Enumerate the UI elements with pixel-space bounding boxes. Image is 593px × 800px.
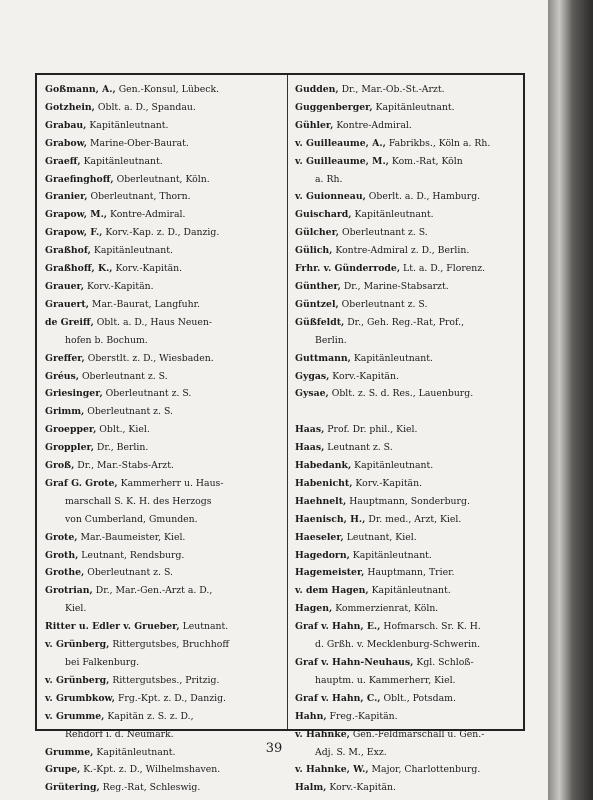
entry-details: Dr., Mar.-Stabs-Arzt. [74, 460, 174, 472]
register-entry [295, 708, 521, 726]
register-entry [45, 135, 283, 153]
entry-details: Gen.-Konsul, Lübeck. [115, 84, 220, 95]
entry-details: Oblt. a. D., Spandau. [94, 101, 196, 113]
entry-name: Gréus, [45, 370, 79, 382]
entry-name: Gysae, [295, 388, 329, 400]
register-entry [295, 779, 521, 797]
entry-details: Oberleutnant, Köln. [113, 173, 210, 185]
register-entry-continuation [45, 332, 283, 350]
register-entry [45, 368, 283, 386]
register-entry-continuation [45, 511, 283, 529]
entry-details: Oberleutnant z. S. [339, 227, 428, 239]
register-entry [45, 421, 283, 439]
entry-details: von Cumberland, Gmunden. [65, 513, 198, 525]
entry-name: Graf v. Hahn, E., [295, 621, 381, 633]
entry-details: Dr., Mar.-Gen.-Arzt a. D., [92, 585, 213, 597]
entry-details: Kapitänleutnant. [351, 460, 434, 472]
register-entry [45, 99, 283, 117]
entry-details: Korv.-Kapitän. [326, 782, 396, 794]
entry-name: Grimm, [45, 406, 85, 418]
entry-name: Güßfeldt, [295, 316, 345, 328]
entry-details: Kom.-Rat, Köln [388, 155, 463, 167]
entry-name: Guttmann, [295, 352, 351, 364]
register-entry [45, 171, 283, 189]
entry-details: Lt. a. D., Florenz. [400, 263, 486, 275]
register-entry [295, 314, 521, 332]
register-entry [45, 547, 283, 565]
entry-details: Kgl. Schloß- [413, 656, 474, 668]
entry-details: Kapitänleutnant. [86, 119, 169, 131]
entry-details: Leutnant, Kiel. [343, 531, 417, 543]
register-entry-continuation [295, 171, 521, 189]
entry-details: Marine-Ober-Baurat. [87, 137, 189, 149]
entry-details: Mar.-Baurat, Langfuhr. [88, 298, 200, 310]
entry-details: Korv.-Kapitän. [329, 370, 399, 382]
entry-name: Hagemeister, [295, 567, 365, 579]
entry-details: Kapitänleutnant. [368, 585, 451, 597]
register-entry [295, 153, 521, 171]
entry-details: hauptm. u. Kammerherr, Kiel. [315, 674, 456, 686]
register-entry [45, 529, 283, 547]
entry-details: Adj. S. M., Exz. [315, 746, 387, 758]
entry-name: Haehnelt, [295, 495, 347, 507]
entry-name: Gühler, [295, 119, 334, 131]
entry-details: Oblt. z. S. d. Res., Lauenburg. [328, 388, 474, 400]
register-entry [45, 296, 283, 314]
register-entry-continuation [45, 493, 283, 511]
entry-name: Ritter u. Edler v. Grueber, [45, 621, 180, 633]
register-entry [45, 636, 283, 654]
register-entry-continuation [295, 672, 521, 690]
entry-name: Grauer, [45, 280, 84, 292]
entry-name: Grütering, [45, 782, 100, 794]
entry-details: Mar.-Baumeister, Kiel. [77, 531, 186, 543]
entry-name: Hagedorn, [295, 549, 350, 561]
register-entry [295, 761, 521, 779]
register-entry [295, 457, 521, 475]
register-entry [295, 439, 521, 457]
entry-details: Oberleutnant z. S. [84, 567, 173, 579]
entry-details: Rittergutsbes, Bruchhoff [109, 639, 229, 651]
entry-details: Dr., Berlin. [93, 442, 149, 454]
entry-name: Habedank, [295, 460, 352, 472]
register-entry [45, 153, 283, 171]
entry-details: Kontre-Admiral. [107, 209, 186, 221]
entry-name: v. Grumbkow, [45, 692, 115, 704]
register-entry [295, 117, 521, 135]
entry-details: Kapitänleutnant. [80, 155, 163, 167]
entry-name: v. Hahnke, W., [295, 764, 369, 776]
entry-name: Graeff, [45, 155, 81, 167]
entry-details: Korv.-Kapitän. [112, 263, 183, 275]
page-number: 39 [265, 741, 283, 756]
register-entry [295, 511, 521, 529]
entry-details: Oberleutnant z. S. [78, 370, 168, 382]
register-entry [295, 368, 521, 386]
register-entry [45, 278, 283, 296]
entry-details: Kapitänleutnant. [90, 245, 173, 257]
register-entry [295, 690, 521, 708]
entry-name: v. Guilleaume, M., [295, 155, 389, 167]
register-entry [295, 493, 521, 511]
entry-details: Hauptmann, Sonderburg. [346, 495, 470, 507]
entry-details: Prof. Dr. phil., Kiel. [324, 424, 418, 436]
entry-details: Dr., Geh. Reg.-Rat, Prof., [344, 316, 465, 328]
register-entry [45, 242, 283, 260]
entry-name: Haas, [295, 442, 325, 454]
entry-name: Haenisch, H., [295, 513, 366, 525]
entry-name: Graf v. Hahn-Neuhaus, [295, 656, 414, 668]
entry-details: Freg.-Kapitän. [326, 710, 398, 722]
entry-name: v. Guilleaume, A., [295, 137, 386, 149]
entry-details: Oberleutnant, Thorn. [87, 191, 191, 203]
entry-details: Major, Charlottenburg. [368, 764, 481, 776]
entry-details: hofen b. Bochum. [65, 334, 148, 346]
register-entry [45, 690, 283, 708]
entry-details: Oblt., Potsdam. [380, 692, 456, 704]
entry-name: Hagen, [295, 603, 333, 615]
entry-details: Korv.-Kapitän. [84, 280, 154, 292]
register-entry [45, 672, 283, 690]
register-entry [45, 188, 283, 206]
entry-name: Haeseler, [295, 531, 344, 543]
register-entry [295, 618, 521, 636]
entry-details: Kapitänleutnant. [93, 746, 176, 758]
entry-name: v. Grünberg, [45, 674, 110, 686]
register-entry [45, 564, 283, 582]
entry-name: Graefinghoff, [45, 173, 114, 185]
entry-details: Korv.-Kap. z. D., Danzig. [102, 227, 220, 239]
entry-name: Günther, [295, 280, 341, 292]
entry-name: Halm, [295, 782, 327, 794]
register-entry [295, 529, 521, 547]
register-entry [45, 81, 283, 99]
entry-name: Grupe, [45, 764, 81, 776]
register-entry [295, 135, 521, 153]
entry-details: bei Falkenburg. [65, 657, 140, 668]
entry-name: Griesinger, [45, 388, 103, 400]
entry-name: Goßmann, A., [45, 84, 116, 95]
entry-name: Greffer, [45, 352, 85, 364]
entry-name: Granier, [45, 191, 88, 203]
entry-name: Güntzel, [295, 298, 339, 310]
right-column [295, 81, 521, 797]
register-entry [295, 582, 521, 600]
entry-name: Grotrian, [45, 585, 93, 597]
entry-name: de Greiff, [45, 316, 94, 328]
entry-details: Kontre-Admiral z. D., Berlin. [332, 245, 470, 257]
entry-name: Haas, [295, 424, 325, 436]
register-entry [295, 81, 521, 99]
register-entry [45, 224, 283, 242]
register-entry [45, 439, 283, 457]
entry-details: Leutnant z. S. [324, 442, 393, 454]
entry-name: Grumme, [45, 746, 94, 758]
entry-details: marschall S. K. H. des Herzogs [65, 495, 212, 507]
entry-details: Dr., Mar.-Ob.-St.-Arzt. [338, 84, 445, 95]
entry-name: Guischard, [295, 209, 352, 221]
entry-details: Oberstlt. z. D., Wiesbaden. [84, 352, 214, 364]
entry-name: Graf G. Grote, [45, 477, 118, 489]
entry-details: Berlin. [315, 334, 347, 346]
register-entry [295, 564, 521, 582]
register-entry [45, 761, 283, 779]
entry-name: Guggenberger, [295, 101, 373, 113]
register-entry [295, 278, 521, 296]
entry-details: Leutnant, Rendsburg. [78, 549, 185, 561]
register-entry [45, 385, 283, 403]
book-page-edges [548, 0, 593, 800]
entry-name: Graßhof, [45, 245, 91, 257]
entry-details: Kontre-Admiral. [333, 119, 412, 131]
register-entry [45, 314, 283, 332]
entry-details: Rehdorf i. d. Neumark. [65, 728, 174, 740]
entry-name: Grapow, M., [45, 209, 108, 221]
register-entry [295, 654, 521, 672]
entry-name: Gygas, [295, 370, 330, 382]
entry-name: v. Grumme, [45, 710, 105, 722]
register-entry-continuation [295, 332, 521, 350]
entry-name: Grapow, F., [45, 227, 103, 239]
register-entry [45, 708, 283, 726]
entry-details: Frg.-Kpt. z. D., Danzig. [115, 692, 226, 704]
entry-details: Reg.-Rat, Schleswig. [99, 782, 201, 794]
register-entry [45, 350, 283, 368]
entry-name: Habenicht, [295, 477, 353, 489]
entry-name: Gülcher, [295, 227, 340, 239]
entry-name: Graßhoff, K., [45, 263, 113, 275]
register-entry-continuation [45, 654, 283, 672]
register-entry [45, 779, 283, 797]
entry-details: Oberleutnant z. S. [338, 298, 428, 310]
entry-details: Leutnant. [179, 621, 229, 633]
entry-details: Fabrikbs., Köln a. Rh. [385, 137, 491, 149]
entry-name: v. dem Hagen, [295, 585, 369, 597]
entry-name: Frhr. v. Günderrode, [295, 263, 401, 275]
entry-details: Hauptmann, Trier. [364, 567, 455, 579]
entry-name: Gülich, [295, 245, 333, 257]
entry-name: Gotzhein, [45, 101, 95, 113]
register-entry-continuation [45, 600, 283, 618]
entry-name: Grabau, [45, 119, 87, 131]
register-entry [45, 475, 283, 493]
register-entry [45, 582, 283, 600]
register-entry [295, 206, 521, 224]
column-divider [287, 75, 288, 729]
entry-details: Kapitänleutnant. [372, 101, 455, 113]
register-entry [45, 457, 283, 475]
entry-details: Kapitänleutnant. [351, 209, 434, 221]
entry-name: Graf v. Hahn, C., [295, 692, 381, 704]
entry-details: Kapitänleutnant. [350, 352, 433, 364]
entry-details: Kapitänleutnant. [349, 549, 432, 561]
entry-name: Grabow, [45, 137, 88, 149]
entry-details: Dr. med., Arzt, Kiel. [365, 513, 462, 525]
entry-name: v. Hahnke, [295, 728, 350, 740]
register-entry [295, 475, 521, 493]
register-entry [295, 242, 521, 260]
register-entry [295, 188, 521, 206]
entry-details: Oberleutnant z. S. [102, 388, 192, 400]
register-entry [295, 224, 521, 242]
entry-name: Groth, [45, 549, 79, 561]
register-entry [295, 421, 521, 439]
register-entry [295, 260, 521, 278]
register-entry-continuation [295, 636, 521, 654]
register-entry [45, 117, 283, 135]
entry-name: Grauert, [45, 298, 89, 310]
section-gap [295, 403, 521, 421]
entry-details: Kammerherr u. Haus- [117, 477, 224, 489]
register-entry [295, 385, 521, 403]
entry-details: Kommerzienrat, Köln. [332, 603, 439, 615]
register-entry [295, 600, 521, 618]
register-entry [45, 260, 283, 278]
register-entry [295, 99, 521, 117]
register-entry [45, 206, 283, 224]
entry-name: Hahn, [295, 710, 327, 722]
entry-name: Gudden, [295, 84, 339, 95]
entry-name: Grote, [45, 531, 78, 543]
entry-name: Groß, [45, 460, 75, 472]
register-entry [295, 547, 521, 565]
register-entry [45, 403, 283, 421]
entry-details: Hofmarsch. Sr. K. H. [380, 621, 481, 633]
entry-name: v. Guionneau, [295, 191, 366, 203]
entry-details: Rittergutsbes., Pritzig. [109, 674, 220, 686]
left-column [45, 81, 283, 797]
entry-details: Oberleutnant z. S. [84, 406, 173, 418]
entry-details: Dr., Marine-Stabsarzt. [340, 280, 449, 292]
entry-name: Groepper, [45, 424, 97, 436]
entry-details: Kapitän z. S. z. D., [104, 710, 194, 722]
entry-details: Gen.-Feldmarschall u. Gen.- [349, 728, 485, 740]
entry-name: v. Grünberg, [45, 639, 110, 651]
register-entry [295, 350, 521, 368]
entry-details: Oberlt. a. D., Hamburg. [365, 191, 481, 203]
entry-name: Grothe, [45, 567, 85, 579]
entry-details: Kiel. [65, 603, 87, 615]
entry-details: a. Rh. [315, 173, 343, 185]
entry-details: Korv.-Kapitän. [352, 477, 423, 489]
entry-details: d. Grßh. v. Mecklenburg-Schwerin. [315, 639, 481, 651]
entry-details: K.-Kpt. z. D., Wilhelmshaven. [80, 764, 221, 776]
entry-details: Oblt., Kiel. [96, 424, 150, 436]
register-entry [295, 296, 521, 314]
entry-name: Groppler, [45, 442, 94, 454]
register-entry [45, 618, 283, 636]
entry-details: Oblt. a. D., Haus Neuen- [93, 316, 213, 328]
